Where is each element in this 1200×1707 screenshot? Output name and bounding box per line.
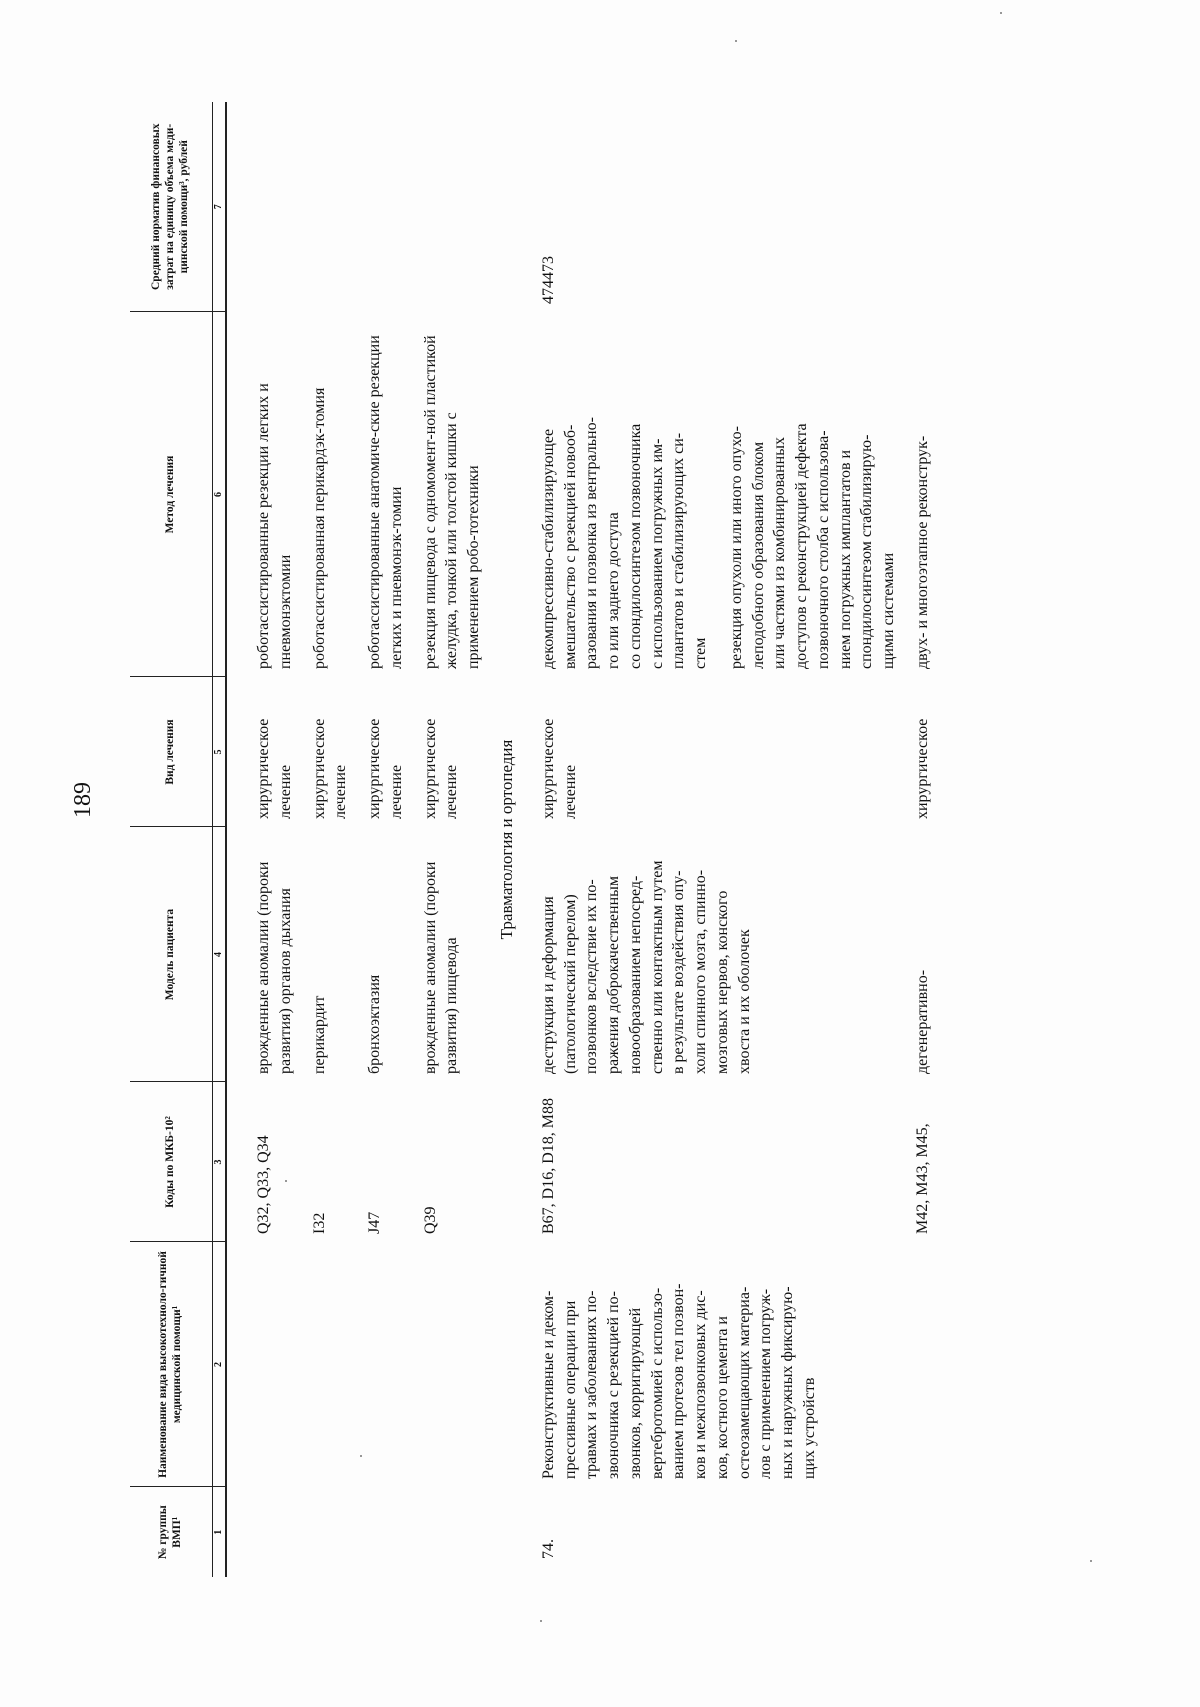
treatment-table [130, 102, 940, 1577]
treatment-kind-cell: хирургическое лечение [366, 718, 405, 819]
treatment-method-cell: роботассистированные резекции легких и пневмонэктомии [255, 383, 294, 669]
header-treatment-kind: Вид лечения [130, 677, 213, 827]
section-title: Травматология и ортопедия [496, 739, 516, 940]
page-number: 189 [70, 782, 96, 818]
icd-codes-cell: Q39 [421, 1206, 439, 1234]
icd-codes-cell: J47 [366, 1211, 383, 1234]
table-row [303, 102, 359, 1577]
treatment-method-cell: роботассистированные анатомиче-ские резекции легких и пневмонэк-томии [366, 335, 405, 669]
column-number-row [213, 102, 227, 1577]
table-row [532, 102, 906, 1577]
patient-model-cell: врожденные аномалии (пороки развития) пищевода [421, 861, 461, 1074]
column-number: 4 [213, 827, 227, 1082]
table-row [906, 102, 940, 1577]
column-number: 1 [213, 1487, 227, 1577]
icd-codes-cell: Q32, Q33, Q34 [255, 1135, 272, 1234]
scan-speck [285, 1180, 287, 1182]
scan-speck [1090, 1560, 1092, 1562]
icd-codes-cell: B67, D16, D18, M88 [539, 1097, 557, 1234]
treatment-kind-cell: хирургическое [913, 718, 931, 819]
header-icd-codes: Коды по МКБ-10² [130, 1082, 213, 1242]
treatment-kind-cell: хирургическое лечение [421, 718, 461, 819]
group-number-cell: 74. [539, 1539, 557, 1559]
patient-model-cell: врожденные аномалии (пороки развития) органов дыхания [255, 861, 294, 1074]
treatment-kind-cell: хирургическое лечение [539, 718, 579, 819]
column-number: 7 [213, 102, 227, 312]
icd-codes-cell: I32 [310, 1212, 328, 1234]
header-group-number: № группы ВМП¹ [157, 1505, 183, 1560]
column-number: 5 [213, 677, 227, 827]
patient-model-cell: дегенеративно- [913, 969, 931, 1074]
header-care-type: Наименование вида высокотехноло-гичной медицинской помощи¹ [130, 1242, 213, 1487]
treatment-method-cell: роботассистированная перикардэк-томия [310, 387, 328, 669]
table-row [358, 102, 414, 1577]
rotated-table-container [130, 102, 1100, 1577]
column-number: 6 [213, 312, 227, 677]
column-number: 2 [213, 1242, 227, 1487]
header-patient-model: Модель пациента [130, 827, 213, 1082]
patient-model-cell: бронхоэктазия [366, 974, 383, 1074]
treatment-kind-cell: хирургическое лечение [310, 718, 350, 819]
care-type-cell: Реконструктивные и деком- прессивные операции при травмах и заболеваниях по- звоночника с резекцией по- звонков, корригирующей вертебротомией с использо- ванием протезов тел позвон- ков и межпозвонковых дис- ков, костного цемента и остеозамещающих материа- лов с применением погруж- ных и наружных фиксирую- щих устройств [539, 1283, 818, 1479]
scan-speck [540, 1620, 542, 1622]
scan-speck [360, 1455, 362, 1457]
table-row [414, 102, 491, 1577]
cost-cell: 474473 [539, 256, 557, 304]
treatment-method-cell: декомпрессивно-стабилизирующее вмешательство с резекцией новооб- разования и позвонка из вентрально- го или заднего доступа со спондилосинтезом позвоночника с использованием погружных им- плантатов и стабилизирующих си- стем резекция опухоли или иного опухо- леподобного образования блоком или частями из комбинированных доступов с реконструкцией дефекта позвоночного столба с использова- нием погружных имплантатов и спондилосинтезом стабилизирую- щими системами [539, 417, 898, 669]
scan-speck [1000, 12, 1002, 14]
patient-model-cell: деструкция и деформация (патологический перелом) позвонков вследствие их по- ражения доброкачественным новообразованием непосред- ственно или контактным путем в результате воздействия опу- холи спинного мозга, спинно- мозговых нервов, конского хвоста и их оболочек [539, 860, 753, 1074]
treatment-method-cell: двух- и многоэтапное реконструк- [913, 435, 931, 669]
header-row [130, 102, 213, 1577]
treatment-method-cell: резекция пищевода с одномомент-ной пластикой желудка, тонкой или толстой кишки с применением робо-тотехники [421, 335, 482, 669]
column-number: 3 [213, 1082, 227, 1242]
patient-model-cell: перикардит [310, 995, 328, 1074]
section-row [491, 102, 532, 1577]
header-cost-standard: Средний норматив финансовых затрат на единицу объема меди-цинской помощи³, рублей [130, 102, 213, 312]
table-row [247, 102, 303, 1577]
icd-codes-cell: M42, M43, M45, [913, 1123, 931, 1234]
treatment-kind-cell: хирургическое лечение [255, 718, 294, 819]
header-treatment-method: Метод лечения [130, 312, 213, 677]
scan-speck [735, 40, 737, 42]
